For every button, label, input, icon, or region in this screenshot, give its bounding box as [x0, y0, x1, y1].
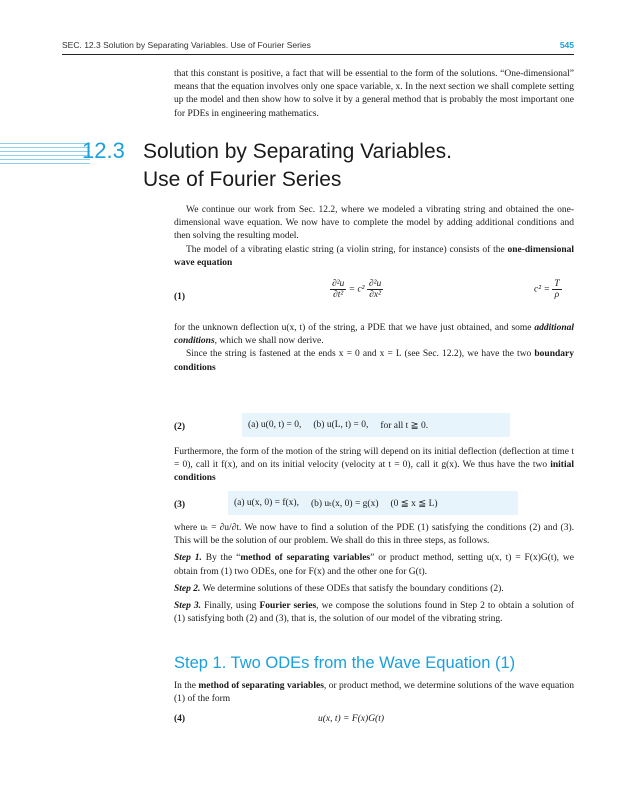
eq2-label: (2): [174, 422, 186, 432]
header-rule: [62, 54, 574, 55]
paragraph-1: We continue our work from Sec. 12.2, where we modeled a vibrating string and obtained the one-dimensional wave equation. We now have to complete the model by adding additional conditions and then solving the resulting model. The model of a vibrating elastic string (a violin string, for instance) consists of the one-dimensional wave equation: [174, 204, 574, 270]
paragraph-5: Furthermore, the form of the motion of the string will depend on its initial deflection (deflection at time t = 0), call it f(x), and on its initial velocity (velocity at t = 0), call it g(x). We thus have the two initial conditions: [174, 447, 574, 484]
paragraph-7: In the method of separating variables, or product method, we determine solutions of the wave equation (1) of the form: [174, 681, 575, 705]
header-section-title: SEC. 12.3 Solution by Separating Variables. Use of Fourier Series: [62, 40, 311, 50]
equation-4: u(x, t) = F(x)G(t): [318, 714, 385, 724]
subsection-heading: Step 1. Two ODEs from the Wave Equation (1): [174, 654, 516, 672]
equation-1: $\frac{\text{∂²u}}{\text{∂t²}}$ = c² $\frac{\text{∂²u}}{\text{∂x²}}$: [332, 279, 382, 300]
page-number: 545: [559, 40, 574, 50]
intro-paragraph: that this constant is positive, a fact that will be essential to the form of the solutions. “One-dimensional” means that the equation involves only one space variable, x. In the next section we shall complete setting up the model and then show how to solve it by a general method that is probably the most important one for PDEs in engineering mathematics.: [174, 69, 574, 119]
paragraph-2: The model of a vibrating elastic string (a violin string, for instance) consists of the one-dimensional wave equation: [174, 244, 574, 268]
equation-3-box: (a) u(x, 0) = f(x), (b) uₜ(x, 0) = g(x) (0 ≦ x ≦ L): [228, 491, 518, 515]
equation-1-constant: c² = $\frac{T}{\rho}$: [534, 279, 560, 300]
section-decoration-lines: [0, 143, 90, 169]
step-1-paragraph: Step 1. By the “method of separating variables” or product method, setting u(x, t) = F(x)G(t), we obtain from (1) two ODEs, one for F(x) and the other one for G(t).: [174, 553, 574, 577]
equation-2-box: (a) u(0, t) = 0, (b) u(L, t) = 0, for all t ≧ 0.: [242, 413, 510, 437]
paragraph-3: for the unknown deflection u(x, t) of the string, a PDE that we have just obtained, and some additional conditions, which we shall now derive. Since the string is fastened at the ends x = 0 and x = L (see Sec. 12.2), we have the two boundary conditions: [174, 323, 574, 373]
step-3-paragraph: Step 3. Finally, using Fourier series, we compose the solutions found in Step 2 to obtain a solution of (1) satisfying both (2) and (3), that is, the solution of our model of the vibrating string.: [174, 601, 574, 625]
eq3-label: (3): [174, 500, 186, 510]
running-header: [62, 40, 574, 54]
eq4-label: (4): [174, 714, 186, 724]
paragraph-6: where uₜ = ∂u/∂t. We now have to find a solution of the PDE (1) satisfying the conditions (2) and (3). This will be the solution of our problem. We shall do this in three steps, as follows. Step 1. By the “method of separating variables” or product method, setting u(x, t) = F(x)G(t), we obtain from (1) two ODEs, one for F(x) and the other one for G(t). Step 2. We determine solutions of these ODEs that satisfy the boundary conditions (2). Step 3. Finally, using Fourier series, we compose the solutions found in Step 2 to obtain a solution of (1) satisfying both (2) and (3), that is, the solution of our model of the vibrating string.: [174, 522, 574, 626]
section-title: Solution by Separating Variables. Use of Fourier Series: [143, 140, 452, 191]
step-2-paragraph: Step 2. We determine solutions of these ODEs that satisfy the boundary conditions (2).: [174, 583, 504, 594]
section-number: 12.3: [82, 138, 125, 163]
eq1-label: (1): [174, 292, 186, 302]
